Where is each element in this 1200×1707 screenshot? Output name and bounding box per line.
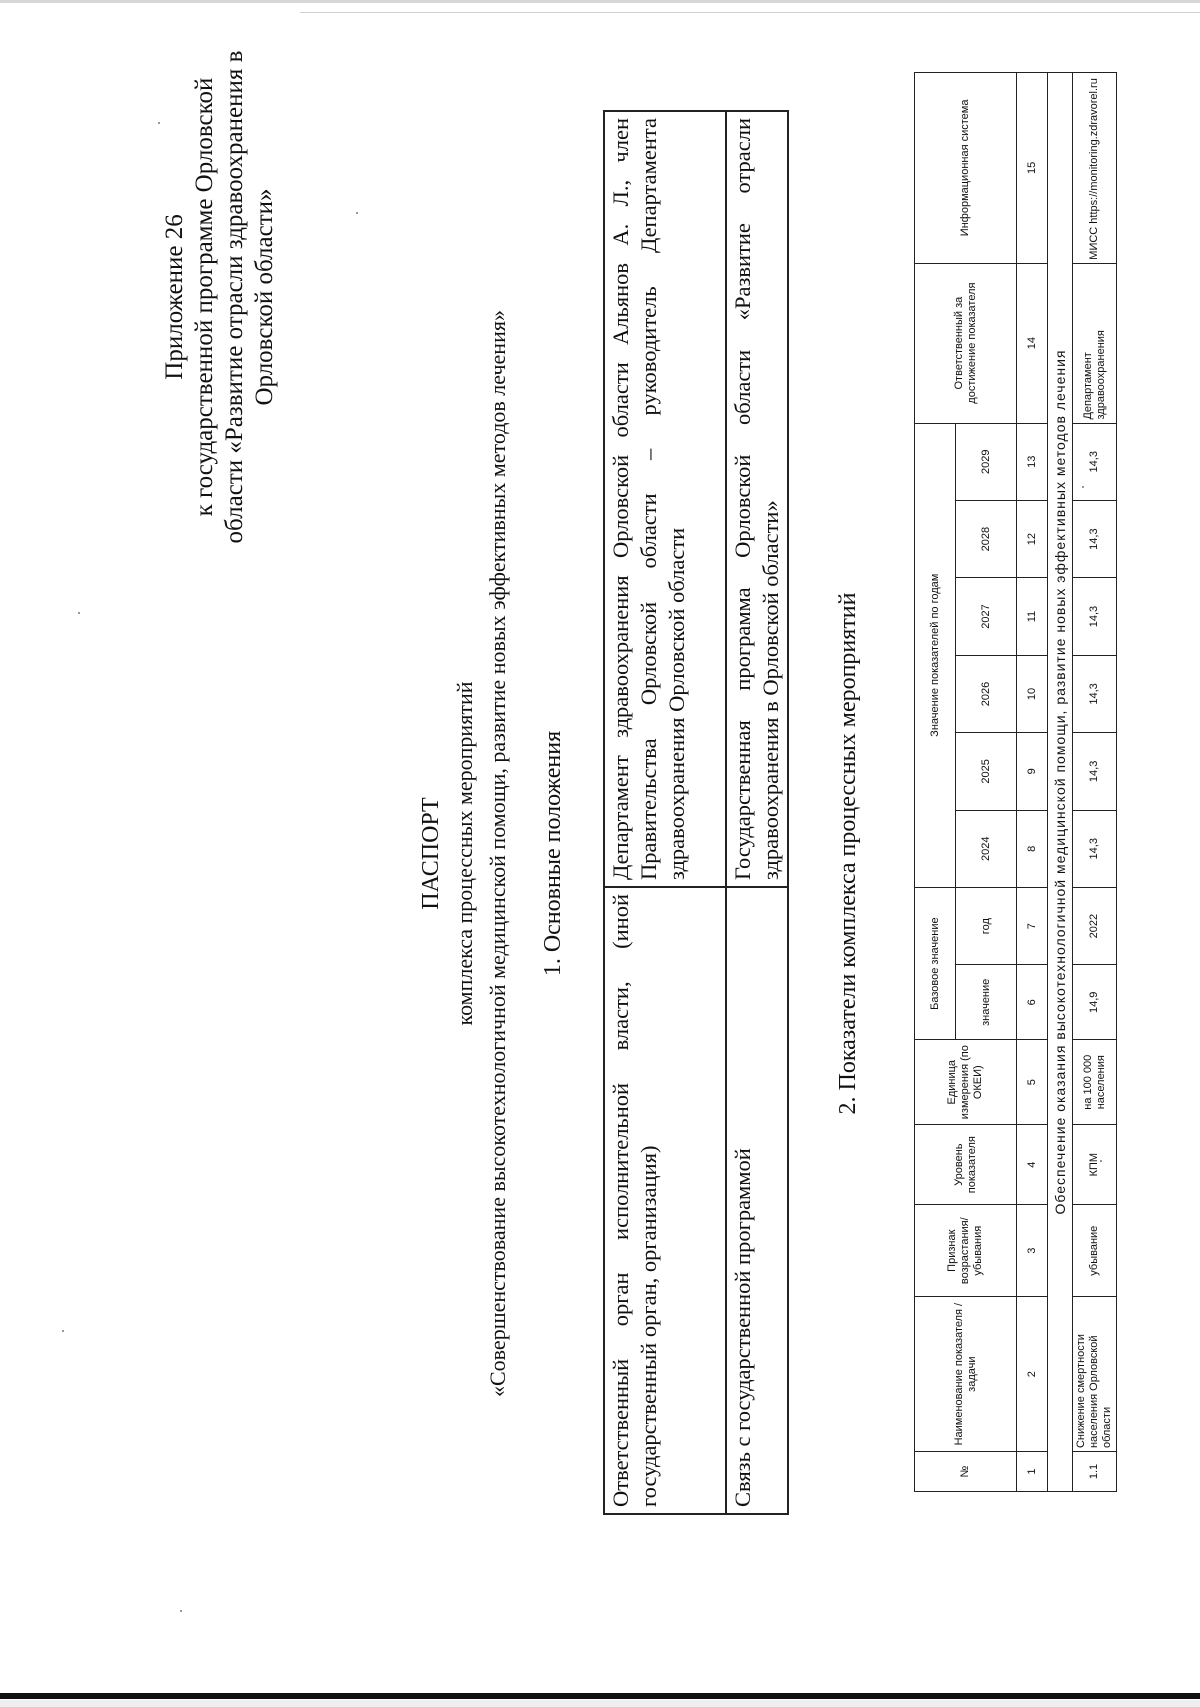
header-base-year: год [956, 887, 1017, 964]
row-num: 1.1 [1073, 1452, 1117, 1492]
program-link-label: Связь с государственной программой [726, 887, 788, 1514]
column-number: 14 [1017, 263, 1048, 423]
indicator-level: КПМ [1073, 1125, 1117, 1205]
program-link-value: Государственная программа Орловской области «Развитие отрасли здравоохранения в Орловской области» [726, 111, 788, 887]
header-values-by-year: Значение показателей по годам [915, 423, 956, 887]
header-level: Уровень показателя [915, 1125, 1017, 1205]
column-number: 7 [1017, 887, 1048, 964]
indicator-name: Снижение смертности населения Орловской области [1073, 1297, 1117, 1452]
year-value: 14,3 [1073, 655, 1117, 732]
header-responsible: Ответственный за достижение показателя [915, 263, 1017, 423]
responsible-body-value: Департамент здравоохранения Орловской области Альянов А. Л., член Правительства Орловской области – руководитель Департамента здравоохранения Орловской области [604, 111, 726, 887]
column-number: 12 [1017, 500, 1048, 577]
header-unit: Единица измерения (по ОКЕИ) [915, 1040, 1017, 1125]
table-row [726, 111, 788, 1514]
task-row [1048, 73, 1073, 1492]
column-number: 6 [1017, 965, 1048, 1040]
appendix-block [160, 0, 280, 607]
column-number: 4 [1017, 1125, 1048, 1205]
column-numbers-row [1017, 73, 1048, 1492]
section2-heading: 2. Показатели комплекса процессных мероприятий [835, 592, 861, 1115]
header-info-system: Информационная система [915, 73, 1017, 264]
column-number: 15 [1017, 73, 1048, 264]
year-value: 14,3 [1073, 733, 1117, 810]
column-number: 8 [1017, 810, 1048, 887]
header-base: Базовое значение [915, 887, 956, 1039]
indicator-unit: на 100 000 населения [1073, 1040, 1117, 1125]
section1-heading: 1. Основные положения [540, 730, 566, 977]
year-value: 14,3 [1073, 578, 1117, 655]
passport-subtitle: комплекса процессных мероприятий [452, 681, 477, 1026]
column-number: 10 [1017, 655, 1048, 732]
table-header-row [915, 73, 956, 1492]
appendix-line: Орловской области» [251, 188, 278, 406]
column-number: 1 [1017, 1452, 1048, 1492]
appendix-title: Приложение 26 [161, 214, 188, 380]
year-value: 14,3 [1073, 423, 1117, 500]
header-base-value: значение [956, 965, 1017, 1040]
table-row [1073, 73, 1117, 1492]
header-year: 2025 [956, 733, 1017, 810]
header-num: № [915, 1452, 1017, 1492]
appendix-line: к государственной программе Орловской [191, 77, 218, 517]
table-row [604, 111, 726, 1514]
appendix-line: области «Развитие отрасли здравоохранения в [221, 50, 248, 544]
header-year: 2024 [956, 810, 1017, 887]
passport-complex-name: «Совершенствование высокотехнологичной медицинской помощи, развитие новых эффективных методов лечения» [485, 310, 510, 1397]
task-title: Обеспечение оказания высокотехнологичной медицинской помощи, развитие новых эффективных методов лечения [1048, 73, 1073, 1492]
header-name: Наименование показателя / задачи [915, 1297, 1017, 1452]
column-number: 5 [1017, 1040, 1048, 1125]
base-value: 14,9 [1073, 965, 1117, 1040]
column-number: 11 [1017, 578, 1048, 655]
column-number: 9 [1017, 733, 1048, 810]
info-system-cell: МИСС https://monitoring.zdravorel.ru [1073, 73, 1117, 264]
indicator-sign: убывание [1073, 1205, 1117, 1297]
responsible-body-label: Ответственный орган исполнительной власти, (иной государственный орган, организация) [604, 887, 726, 1514]
header-sign: Признак возрастания/ убывания [915, 1205, 1017, 1297]
column-number: 2 [1017, 1297, 1048, 1452]
indicators-table [914, 72, 1117, 1492]
year-value: 14,3 [1073, 500, 1117, 577]
header-year: 2029 [956, 423, 1017, 500]
year-value: 14,3 [1073, 810, 1117, 887]
column-number: 13 [1017, 423, 1048, 500]
header-year: 2027 [956, 578, 1017, 655]
column-number: 3 [1017, 1205, 1048, 1297]
header-year: 2026 [956, 655, 1017, 732]
base-year: 2022 [1073, 887, 1117, 964]
responsible-cell: Департамент здравоохранения [1073, 263, 1117, 423]
header-year: 2028 [956, 500, 1017, 577]
general-provisions-table [603, 110, 789, 1515]
passport-title: ПАСПОРТ [418, 797, 444, 910]
